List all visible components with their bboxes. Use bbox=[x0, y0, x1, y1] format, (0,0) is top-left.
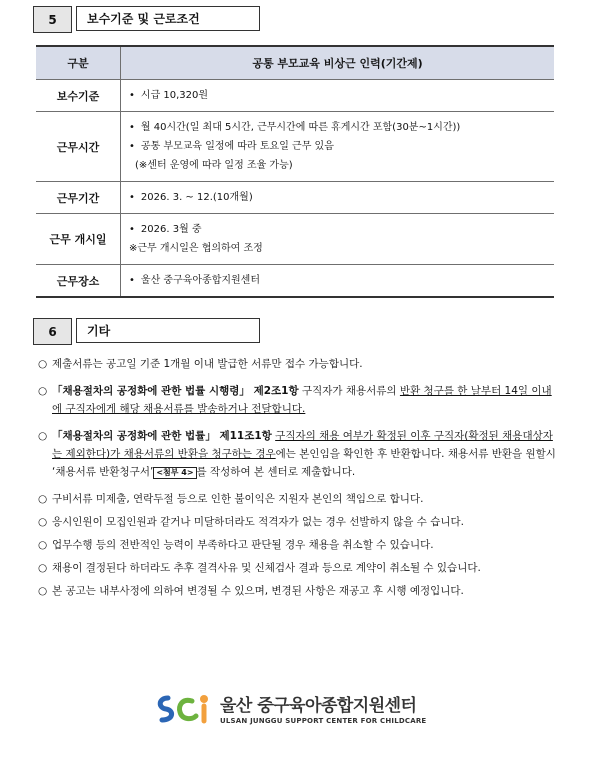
list-item: ○ 「채용절차의 공정화에 관한 법률」 제11조1항 구직자의 채용 여부가 확정된 이후 구직자(확정된 채용대상자는 제외한다)가 채용서류의 반환을 청구하는 경우에는 본인임을 확인한 후 반환합니다. 채용서류 반환을 원할시 ‘채용서류 반환청구서’ <첨부 4> 를 작성하여 본 센터로 제출합니다. bbox=[38, 427, 560, 481]
col-header-category: 구분 bbox=[36, 46, 121, 80]
hours-line-2: • 공통 부모교육 일정에 따라 토요일 근무 있음 bbox=[129, 137, 546, 156]
law-reference-2: 「채용절차의 공정화에 관한 법률」 제11조1항 bbox=[52, 430, 272, 442]
table-row bbox=[36, 112, 554, 182]
list-item: ○ 채용이 결정된다 하더라도 추후 결격사유 및 신체검사 결과 등으로 계약이 취소될 수 있습니다. bbox=[38, 559, 560, 577]
attachment-tag: <첨부 4> bbox=[153, 467, 196, 479]
section-5-title: 보수기준 및 근로조건 bbox=[76, 6, 260, 31]
list-item: ○ 제출서류는 공고일 기준 1개월 이내 발급한 서류만 접수 가능합니다. bbox=[38, 355, 560, 373]
list-item: ○ 응시인원이 모집인원과 같거나 미달하더라도 적격자가 없는 경우 선발하지 않을 수 습니다. bbox=[38, 513, 560, 531]
row-label-start-date: 근무 개시일 bbox=[36, 214, 121, 265]
table-row bbox=[36, 214, 554, 265]
row-label-period: 근무기간 bbox=[36, 182, 121, 214]
table-row bbox=[36, 80, 554, 112]
col-header-position: 공통 부모교육 비상근 인력(기간제) bbox=[121, 46, 555, 80]
other-notices-list bbox=[38, 355, 560, 605]
law-reference-1: 「채용절차의 공정화에 관한 법률 시행령」 제2조1항 bbox=[52, 385, 299, 397]
start-date-value: • 2026. 3월 중 bbox=[129, 220, 546, 239]
list-item: ○ 업무수행 등의 전반적인 능력이 부족하다고 판단될 경우 채용을 취소할 수 있습니다. bbox=[38, 536, 560, 554]
list-item: ○ 「채용절차의 공정화에 관한 법률 시행령」 제2조1항 구직자가 채용서류의 반환 청구를 한 날부터 14일 이내에 구직자에게 해당 채용서류를 발송하거나 전달합니다. bbox=[38, 382, 560, 418]
pay-value: • 시급 10,320원 bbox=[129, 86, 546, 105]
start-date-note: ※근무 개시일은 협의하여 조정 bbox=[129, 243, 263, 254]
hours-line-1: • 월 40시간(일 최대 5시간, 근무시간에 따른 휴게시간 포함(30분~1시간)) bbox=[129, 118, 546, 137]
hours-note: (※센터 운영에 따라 일정 조율 가능) bbox=[135, 160, 293, 171]
table-row bbox=[36, 182, 554, 214]
row-label-location: 근무장소 bbox=[36, 265, 121, 298]
section-6-header bbox=[33, 318, 260, 345]
work-conditions-table bbox=[36, 45, 554, 298]
section-5-header bbox=[33, 6, 260, 33]
table-row bbox=[36, 265, 554, 298]
logo-org-name-en: ULSAN JUNGGU SUPPORT CENTER FOR CHILDCARE bbox=[220, 717, 427, 725]
row-label-hours: 근무시간 bbox=[36, 112, 121, 182]
section-6-number: 6 bbox=[33, 318, 72, 345]
list-item: ○ 구비서류 미제출, 연락두절 등으로 인한 불이익은 지원자 본인의 책임으로 합니다. bbox=[38, 490, 560, 508]
row-label-pay: 보수기준 bbox=[36, 80, 121, 112]
list-item: ○ 본 공고는 내부사정에 의하여 변경될 수 있으며, 변경된 사항은 재공고 후 시행 예정입니다. bbox=[38, 582, 560, 600]
section-5-number: 5 bbox=[33, 6, 72, 33]
center-logo-icon bbox=[154, 690, 214, 726]
center-logo bbox=[154, 690, 426, 726]
section-6-title: 기타 bbox=[76, 318, 260, 343]
period-value: • 2026. 3. ~ 12.(10개월) bbox=[129, 188, 546, 207]
table-header-row bbox=[36, 46, 554, 80]
location-value: • 울산 중구육아종합지원센터 bbox=[129, 271, 546, 290]
logo-org-name: 울산 중구육아종합지원센터 bbox=[220, 696, 417, 716]
